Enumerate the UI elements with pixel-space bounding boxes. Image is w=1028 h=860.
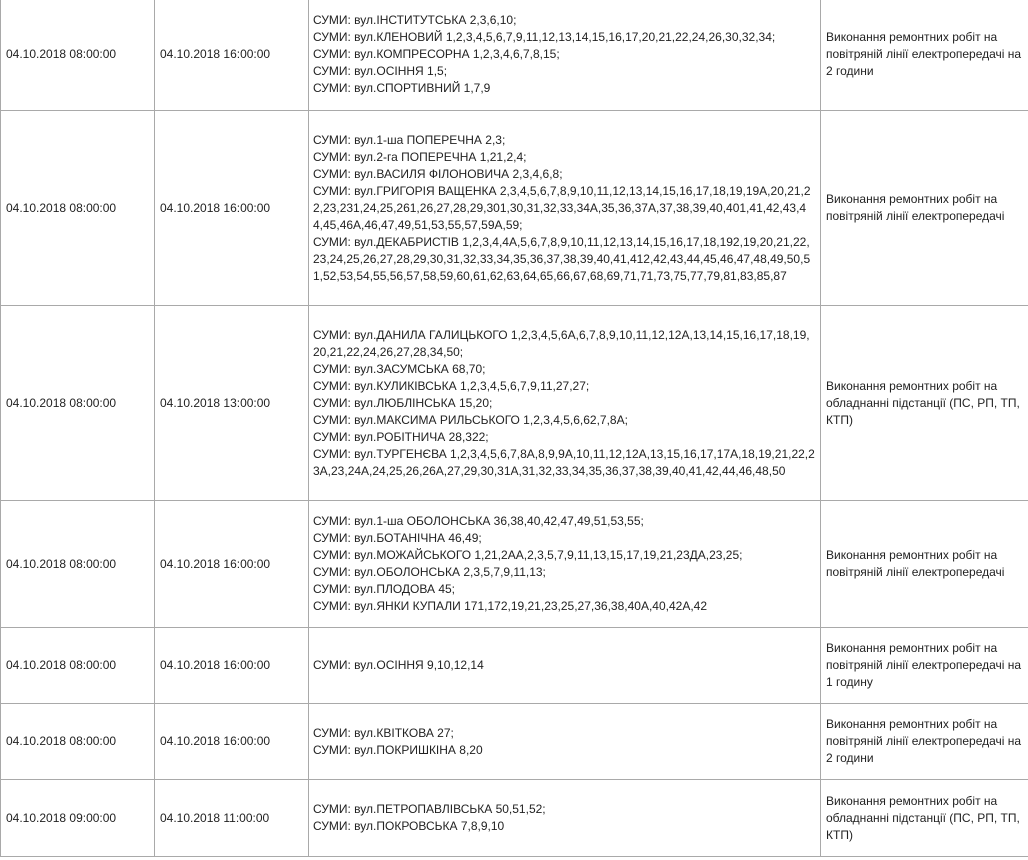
address-line: СУМИ: вул.ДАНИЛА ГАЛИЦЬКОГО 1,2,3,4,5,6А,6,7,8,9,10,11,12,12А,13,14,15,16,17,18,19,20,21,22,24,26,27,28,34,50;	[313, 327, 810, 359]
work-description: Виконання ремонтних робіт на повітряній лінії електропередачі на 2 години	[821, 704, 1028, 780]
table-row	[1, 501, 1028, 628]
start-time: 04.10.2018 08:00:00	[1, 501, 155, 628]
address-line: СУМИ: вул.МОЖАЙСЬКОГО 1,21,2АА,2,3,5,7,9,11,13,15,17,19,21,23ДА,23,25;	[313, 548, 743, 562]
address-line: СУМИ: вул.ЛЮБЛІНСЬКА 15,20;	[313, 395, 493, 410]
address-line: СУМИ: вул.СПОРТИВНИЙ 1,7,9	[313, 80, 491, 95]
start-time: 04.10.2018 08:00:00	[1, 704, 155, 780]
address-line: СУМИ: вул.КЛЕНОВИЙ 1,2,3,4,5,6,7,9,11,12,13,14,15,16,17,20,21,22,24,26,30,32,34;	[313, 29, 776, 44]
address-line: СУМИ: вул.МАКСИМА РИЛЬСЬКОГО 1,2,3,4,5,6,62,7,8А;	[313, 412, 628, 427]
start-time: 04.10.2018 08:00:00	[1, 628, 155, 704]
address-line: СУМИ: вул.ТУРГЕНЄВА 1,2,3,4,5,6,7,8А,8,9,9А,10,11,12,12А,13,15,16,17,17А,18,19,21,22,23А,23,24А,24,25,26,26А,27,29,30,31А,31,32,33,34,35,36,37,38,39,40,41,42,44,46,48,50	[313, 446, 815, 478]
end-time: 04.10.2018 16:00:00	[155, 628, 309, 704]
address-list	[309, 0, 821, 111]
address-line: СУМИ: вул.ЯНКИ КУПАЛИ 171,172,19,21,23,25,27,36,38,40А,40,42А,42	[313, 599, 708, 613]
end-time: 04.10.2018 13:00:00	[155, 306, 309, 501]
address-line: СУМИ: вул.КУЛИКІВСЬКА 1,2,3,4,5,6,7,9,11,27,27;	[313, 378, 590, 393]
address-line: СУМИ: вул.РОБІТНИЧА 28,322;	[313, 429, 489, 444]
address-line: СУМИ: вул.ЗАСУМСЬКА 68,70;	[313, 361, 486, 376]
address-line: СУМИ: вул.ДЕКАБРИСТІВ 1,2,3,4,4А,5,6,7,8,9,10,11,12,13,14,15,16,17,18,192,19,20,21,22,23,24,25,26,27,28,29,30,31,32,33,34,35,36,37,38,39,40,41,412,42,43,44,45,46,47,48,49,50,51,52,53,54,55,56,57,58,59,60,61,62,63,64,65,66,67,68,69,71,71,73,75,77,79,81,83,85,87	[313, 234, 811, 283]
address-list	[309, 306, 821, 501]
address-line: СУМИ: вул.ГРИГОРІЯ ВАЩЕНКА 2,3,4,5,6,7,8,9,10,11,12,13,14,15,16,17,18,19,19А,20,21,22,23,231,24,25,261,26,27,28,29,301,30,31,32,33,34А,35,36,37А,37,38,39,40,401,41,42,43,44,45,46А,46,47,49,51,53,55,57,59А,59;	[313, 183, 811, 232]
table-row	[1, 704, 1028, 780]
address-line: СУМИ: вул.ВАСИЛЯ ФІЛОНОВИЧА 2,3,4,6,8;	[313, 166, 563, 181]
address-line: СУМИ: вул.1-ша ПОПЕРЕЧНА 2,3;	[313, 132, 506, 147]
work-description: Виконання ремонтних робіт на повітряній лінії електропередачі на 1 годину	[821, 628, 1028, 704]
address-line: СУМИ: вул.ПЛОДОВА 45;	[313, 582, 456, 596]
start-time: 04.10.2018 09:00:00	[1, 780, 155, 857]
address-list	[309, 501, 821, 628]
address-line: СУМИ: вул.ПОКРИШКІНА 8,20	[313, 742, 483, 757]
end-time: 04.10.2018 16:00:00	[155, 111, 309, 306]
address-line: СУМИ: вул.ОБОЛОНСЬКА 2,3,5,7,9,11,13;	[313, 565, 546, 579]
end-time: 04.10.2018 16:00:00	[155, 0, 309, 111]
work-description: Виконання ремонтних робіт на повітряній лінії електропередачі	[821, 111, 1028, 306]
table-row	[1, 780, 1028, 857]
address-list	[309, 704, 821, 780]
start-time: 04.10.2018 08:00:00	[1, 0, 155, 111]
work-description: Виконання ремонтних робіт на повітряній лінії електропередачі на 2 години	[821, 0, 1028, 111]
work-description: Виконання ремонтних робіт на обладнанні підстанції (ПС, РП, ТП, КТП)	[821, 780, 1028, 857]
start-time: 04.10.2018 08:00:00	[1, 111, 155, 306]
address-line: СУМИ: вул.ПОКРОВСЬКА 7,8,9,10	[313, 819, 505, 833]
end-time: 04.10.2018 16:00:00	[155, 501, 309, 628]
work-description: Виконання ремонтних робіт на повітряній лінії електропередачі	[821, 501, 1028, 628]
address-line: СУМИ: вул.ПЕТРОПАВЛІВСЬКА 50,51,52;	[313, 802, 546, 816]
address-list	[309, 780, 821, 857]
table-row	[1, 306, 1028, 501]
address-list	[309, 111, 821, 306]
table-row	[1, 0, 1028, 111]
end-time: 04.10.2018 11:00:00	[155, 780, 309, 857]
address-line: СУМИ: вул.КОМПРЕСОРНА 1,2,3,4,6,7,8,15;	[313, 46, 560, 61]
table-row	[1, 111, 1028, 306]
address-line: СУМИ: вул.ІНСТИТУТСЬКА 2,3,6,10;	[313, 12, 517, 27]
address-line: СУМИ: вул.ОСІННЯ 1,5;	[313, 63, 448, 78]
address-line: СУМИ: вул.КВІТКОВА 27;	[313, 725, 454, 740]
address-line: СУМИ: вул.ОСІННЯ 9,10,12,14	[313, 658, 484, 672]
table-row	[1, 628, 1028, 704]
start-time: 04.10.2018 08:00:00	[1, 306, 155, 501]
address-line: СУМИ: вул.БОТАНІЧНА 46,49;	[313, 531, 482, 545]
work-description: Виконання ремонтних робіт на обладнанні підстанції (ПС, РП, ТП, КТП)	[821, 306, 1028, 501]
address-list	[309, 628, 821, 704]
address-line: СУМИ: вул.2-га ПОПЕРЕЧНА 1,21,2,4;	[313, 149, 527, 164]
outage-table-body	[1, 0, 1028, 857]
address-line: СУМИ: вул.1-ша ОБОЛОНСЬКА 36,38,40,42,47,49,51,53,55;	[313, 514, 644, 528]
end-time: 04.10.2018 16:00:00	[155, 704, 309, 780]
